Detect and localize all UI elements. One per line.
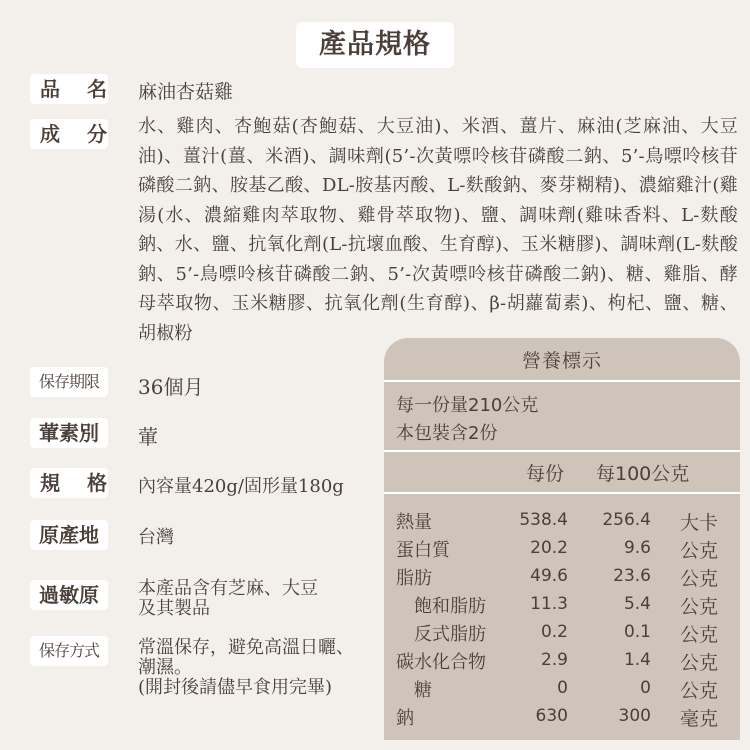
nutrient-name: 熱量 (396, 512, 432, 533)
nutrient-per-serving: 2.9 (540, 650, 568, 670)
nutrition-divider (384, 492, 740, 494)
nutrient-name: 糖 (414, 680, 432, 701)
storage-line-2: 潮濕。 (138, 657, 192, 678)
page-title: 產品規格 (296, 22, 454, 68)
nutrient-per-100g: 0.1 (623, 622, 651, 642)
nutrient-per-serving: 0.2 (540, 622, 568, 642)
nutrient-name: 蛋白質 (396, 540, 450, 561)
ingredients-value: 水、雞肉、杏鮑菇(杏鮑菇、大豆油)、米酒、薑片、麻油(芝麻油、大豆油)、薑汁(薑、米酒)、調味劑(5’-次黃嘌呤核苷磷酸二鈉、5’-鳥嘌呤核苷磷酸二鈉、胺基乙酸、DL-胺基丙酸、L-麩酸鈉、麥芽糊精)、濃縮雞汁(雞湯(水、濃縮雞肉萃取物、雞骨萃取物)、鹽、調味劑(雞味香料、L-麩酸鈉、水、鹽、抗氧化劑(L-抗壞血酸、生育醇)、玉米糖膠)、調味劑(L-麩酸鈉、5’-鳥嘌呤核苷磷酸二鈉、5’-次黃嘌呤核苷磷酸二鈉)、糖、雞脂、酵母萃取物、玉米糖膠、抗氧化劑(生育醇)、β-胡蘿蔔素)、枸杞、鹽、糖、胡椒粉 (138, 116, 738, 344)
nutrient-per-serving: 630 (535, 706, 568, 726)
nutrition-title: 營養標示 (521, 350, 602, 372)
nutrient-unit: 公克 (680, 540, 719, 562)
nutrient-per-serving: 20.2 (530, 538, 568, 558)
nutrient-name: 碳水化合物 (396, 652, 486, 673)
storage-label: 保存方式 (30, 636, 108, 666)
allergen-line-1: 本產品含有芝麻、大豆 (138, 578, 318, 599)
nutrient-name: 反式脂肪 (414, 624, 486, 645)
nutrition-divider (384, 380, 740, 382)
nutrient-name: 脂肪 (396, 568, 432, 589)
servings-per-package: 本包裝含2份 (396, 423, 498, 444)
nutrient-unit: 公克 (680, 568, 719, 590)
nutrient-per-100g: 1.4 (623, 650, 651, 670)
nutrient-name: 鈉 (396, 708, 414, 729)
nutrient-unit: 公克 (680, 680, 719, 702)
nutrient-per-serving: 11.3 (530, 594, 568, 614)
nutrient-per-100g: 300 (618, 706, 651, 726)
col-header-per-serving: 每份 (526, 463, 565, 485)
nutrient-per-100g: 256.4 (602, 510, 651, 530)
storage-value (138, 638, 354, 698)
veg-type-value: 葷 (138, 425, 158, 449)
allergen-line-2: 及其製品 (138, 598, 210, 619)
nutrient-per-serving: 49.6 (530, 566, 568, 586)
nutrition-divider (384, 450, 740, 452)
nutrition-panel (384, 338, 740, 740)
veg-type-label: 葷素別 (30, 418, 108, 448)
shelf-life-value: 36個月 (138, 375, 204, 399)
size-label: 規 格 (30, 468, 108, 498)
nutrient-per-100g: 0 (640, 678, 651, 698)
nutrient-unit: 毫克 (680, 708, 719, 730)
nutrient-per-serving: 0 (557, 678, 568, 698)
nutrient-per-serving: 538.4 (519, 510, 568, 530)
nutrient-unit: 公克 (680, 596, 719, 618)
product-name-label: 品 名 (30, 74, 108, 104)
nutrient-unit: 公克 (680, 624, 719, 646)
col-header-per-100g: 每100公克 (596, 463, 690, 485)
origin-value: 台灣 (138, 527, 174, 548)
nutrient-per-100g: 9.6 (623, 538, 651, 558)
nutrient-unit: 公克 (680, 652, 719, 674)
allergen-label: 過敏原 (30, 580, 108, 610)
storage-line-3: (開封後請儘早食用完畢) (138, 677, 333, 698)
serving-size: 每一份量210公克 (396, 395, 539, 416)
storage-line-1: 常溫保存，避免高溫日曬、 (138, 637, 354, 658)
allergen-value (138, 579, 318, 619)
ingredients-label: 成 分 (30, 119, 108, 149)
shelf-life-label: 保存期限 (30, 367, 108, 397)
size-value: 內容量420g/固形量180g (138, 476, 344, 497)
nutrient-per-100g: 23.6 (613, 566, 651, 586)
nutrient-name: 飽和脂肪 (414, 596, 486, 617)
nutrient-unit: 大卡 (680, 512, 719, 534)
product-name-value: 麻油杏菇雞 (138, 81, 234, 103)
nutrient-per-100g: 5.4 (623, 594, 651, 614)
origin-label: 原產地 (30, 520, 108, 550)
